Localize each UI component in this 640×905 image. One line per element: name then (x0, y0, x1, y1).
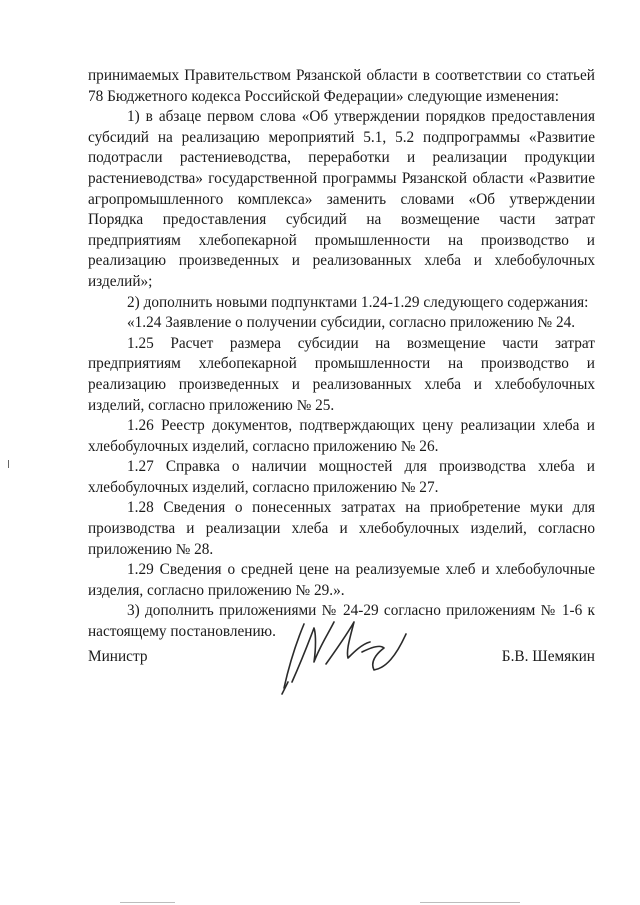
subparagraph-1-28: 1.28 Сведения о понесенных затратах на приобретение муки для производства и реализации хлеба и хлебобулочных изделий, согласно приложению № 28. (88, 499, 595, 558)
signature-block (88, 648, 595, 678)
signer-title: Министр (88, 648, 148, 665)
amendment-item-2: 2) дополнить новыми подпунктами 1.24-1.29 следующего содержания: (127, 293, 589, 311)
subparagraph-1-26: 1.26 Реестр документов, подтверждающих цену реализации хлеба и хлебобулочных изделий, согласно приложению № 26. (88, 417, 595, 455)
subparagraph-1-25: 1.25 Расчет размера субсидии на возмещение части затрат предприятиям хлебопекарной промышленности на производство и реализацию произведенных и реализованных хлеба и хлебобулочных изделий, согласно приложению № 25. (88, 334, 595, 414)
amendment-item-1: 1) в абзаце первом слова «Об утверждении порядков предоставления субсидий на реализацию мероприятий 5.1, 5.2 подпрограммы «Развитие подотрасли растениеводства, переработки и реализации продукции растениеводства» государственной программы Рязанской области «Развитие агропромышленного комплекса» заменить словами «Об утверждении Порядка предоставления субсидий на возмещение части затрат предприятиям хлебопекарной промышленности на производство и реализацию произведенных и реализованных хлеба и хлебобулочных изделий»; (88, 108, 595, 290)
subparagraph-1-27: 1.27 Справка о наличии мощностей для производства хлеба и хлебобулочных изделий, согласно приложению № 27. (88, 458, 595, 496)
margin-mark (8, 460, 9, 468)
signer-name: Б.В. Шемякин (501, 648, 595, 665)
amendment-item-3: 3) дополнить приложениями № 24-29 согласно приложениям № 1-6 к настоящему постановлению. (88, 602, 595, 641)
subparagraph-1-29: 1.29 Сведения о средней цене на реализуемые хлеб и хлебобулочные изделия, согласно приложению № 29.». (88, 561, 595, 599)
document-body (88, 66, 595, 643)
subparagraph-1-24: «1.24 Заявление о получении субсидии, согласно приложению № 24. (127, 314, 576, 332)
page-bottom-edge (0, 902, 640, 903)
opening-paragraph: принимаемых Правительством Рязанской области в соответствии со статьей 78 Бюджетного кодекса Российской Федерации» следующие изменения: (88, 67, 595, 105)
